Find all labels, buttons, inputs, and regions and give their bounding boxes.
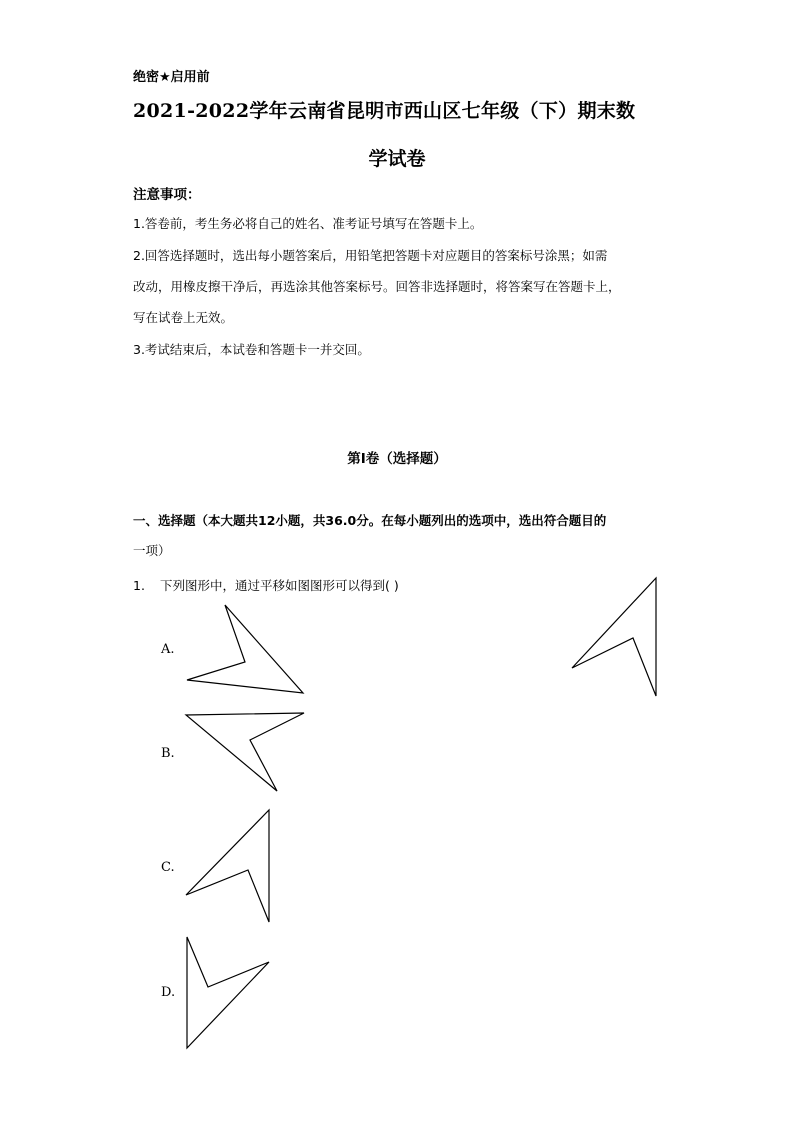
exam-title-line1: 2021-2022学年云南省昆明市西山区七年级（下）期末数 [133, 100, 636, 122]
part-heading: 一、选择题（本大题共12小题，共36.0分。在每小题列出的选项中，选出符合题目的 [133, 513, 607, 528]
notice-item-2-cont: 改动，用橡皮擦干净后，再选涂其他答案标号。回答非选择题时，将答案写在答题卡上， [133, 279, 621, 294]
option-c-label[interactable]: C. [161, 860, 175, 875]
section-title: 第Ⅰ卷（选择题） [347, 451, 447, 467]
option-d-label[interactable]: D. [161, 985, 176, 1000]
question-number: 1. [133, 578, 145, 593]
notice-item-1: 1.答卷前，考生务必将自己的姓名、准考证号填写在答题卡上。 [133, 216, 483, 231]
exam-title-line2: 学试卷 [368, 148, 426, 170]
notice-item-3: 3.考试结束后，本试卷和答题卡一并交回。 [133, 342, 370, 357]
notice-heading: 注意事项： [133, 187, 201, 203]
option-b-label[interactable]: B. [161, 746, 175, 761]
confidential-mark: 绝密★启用前 [133, 70, 210, 85]
notice-item-2: 2.回答选择题时，选出每小题答案后，用铅笔把答题卡对应题目的答案标号涂黑；如需 [133, 248, 608, 263]
option-a-label[interactable]: A. [161, 642, 175, 657]
notice-item-2-end: 写在试卷上无效。 [133, 310, 234, 325]
part-heading-cont: 一项） [133, 543, 171, 558]
question-text: 下列图形中，通过平移如图图形可以得到( ) [160, 578, 399, 593]
